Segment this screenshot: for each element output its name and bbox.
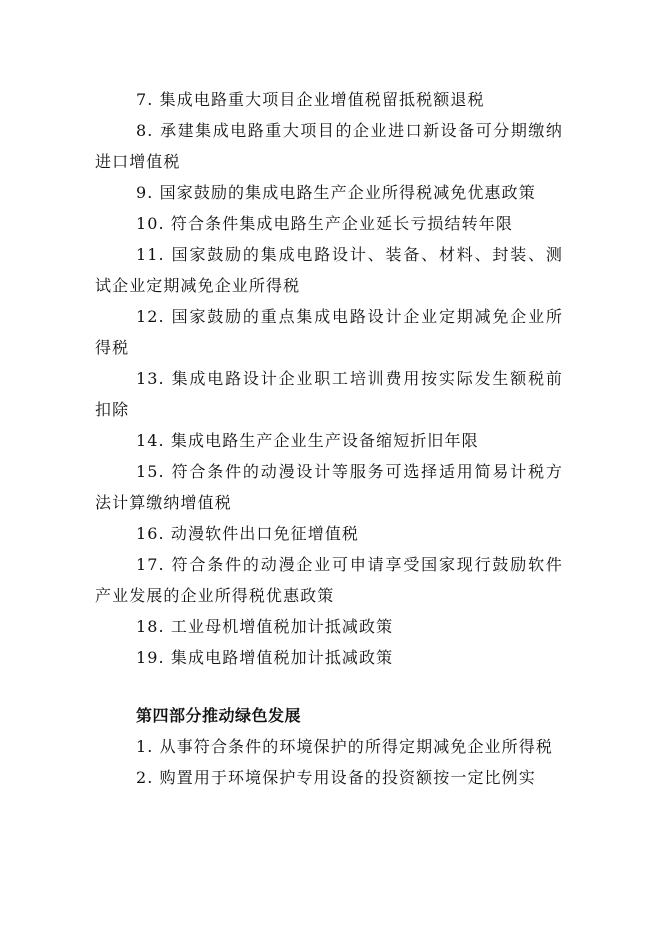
list-item: 14. 集成电路生产企业生产设备缩短折旧年限 xyxy=(136,431,479,450)
list-item: 12. 国家鼓励的重点集成电路设计企业定期减免企业所得税 xyxy=(95,307,563,357)
section-heading: 第四部分推动绿色发展 xyxy=(136,706,302,725)
list-item: 8. 承建集成电路重大项目的企业进口新设备可分期缴纳进口增值税 xyxy=(95,121,563,171)
document-body xyxy=(95,84,563,793)
list-item: 9. 国家鼓励的集成电路生产企业所得税减免优惠政策 xyxy=(136,183,536,202)
list-item: 15. 符合条件的动漫设计等服务可选择适用简易计税方法计算缴纳增值税 xyxy=(95,462,563,512)
list-item: 13. 集成电路设计企业职工培训费用按实际发生额税前扣除 xyxy=(95,369,563,419)
list-item: 7. 集成电路重大项目企业增值税留抵税额退税 xyxy=(136,90,485,109)
list-item: 11. 国家鼓励的集成电路设计、装备、材料、封装、测试企业定期减免企业所得税 xyxy=(95,245,563,295)
list-item: 1. 从事符合条件的环境保护的所得定期减免企业所得税 xyxy=(136,737,553,756)
list-item: 16. 动漫软件出口免征增值税 xyxy=(136,524,360,543)
list-item: 2. 购置用于环境保护专用设备的投资额按一定比例实 xyxy=(136,768,536,787)
list-item: 17. 符合条件的动漫企业可申请享受国家现行鼓励软件产业发展的企业所得税优惠政策 xyxy=(95,555,563,605)
list-item: 19. 集成电路增值税加计抵减政策 xyxy=(136,648,394,667)
list-item: 18. 工业母机增值税加计抵减政策 xyxy=(136,617,394,636)
list-item: 10. 符合条件集成电路生产企业延长亏损结转年限 xyxy=(136,214,513,233)
